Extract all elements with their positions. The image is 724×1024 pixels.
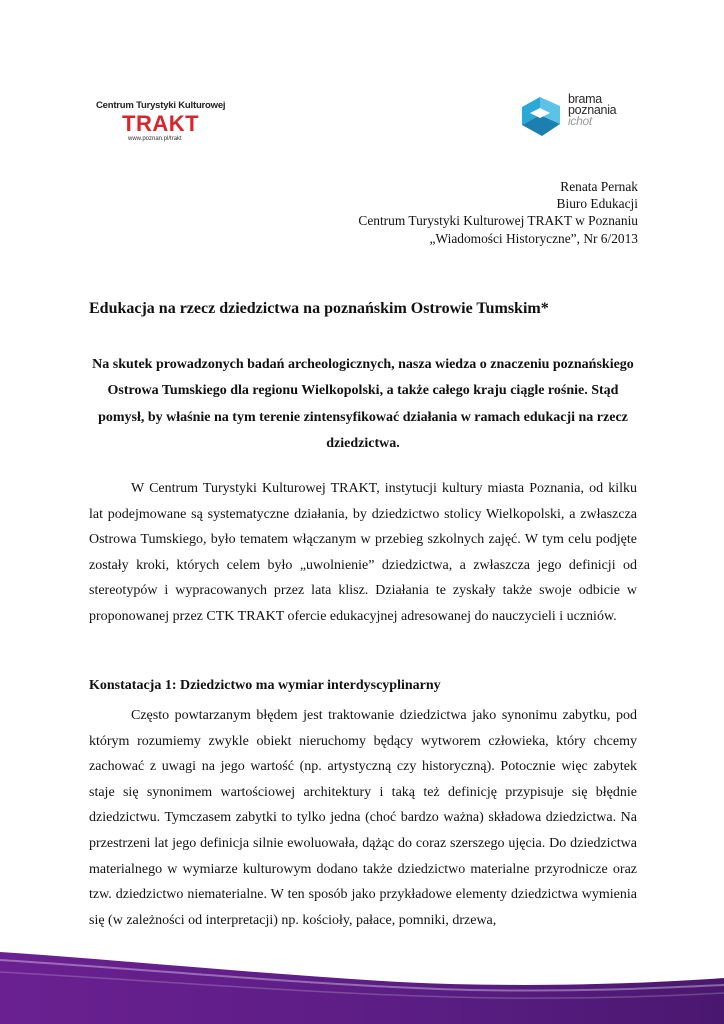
author-block xyxy=(358,178,638,247)
author-institution: Centrum Turystyki Kulturowej TRAKT w Poznaniu xyxy=(358,213,638,229)
brama-text-line2: poznania xyxy=(568,103,617,117)
brama-cube-icon xyxy=(520,93,566,139)
article-title: Edukacja na rzecz dziedzictwa na poznańskim Ostrowie Tumskim* xyxy=(89,300,549,317)
logo-trakt-name: TRAKT xyxy=(122,111,200,136)
author-name: Renata Pernak xyxy=(560,179,638,194)
footer-purple-wave xyxy=(0,930,724,1024)
author-department: Biuro Edukacji xyxy=(556,196,638,212)
brama-text-line3: ichot xyxy=(568,114,592,128)
article-lead: Na skutek prowadzonych badań archeologicznych, nasza wiedza o znaczeniu poznańskiego Ostrowa Tumskiego dla regionu Wielkopolski, a także całego kraju ciągle rośnie. Stąd pomysł, by właśnie na tym terenie zintensyfikować działania w ramach edukacji na rzecz dziedzictwa. xyxy=(92,357,634,451)
brama-poznania-logo xyxy=(520,93,650,143)
brama-text-line1: brama xyxy=(568,92,602,106)
section-heading: Konstatacja 1: Dziedzictwo ma wymiar interdyscyplinarny xyxy=(89,678,441,693)
logo-url: www.poznan.pl/trakt xyxy=(128,136,182,142)
logo-subtitle: Centrum Turystyki Kulturowej xyxy=(96,100,226,111)
ctk-trakt-logo xyxy=(96,100,236,142)
publication-info: „Wiadomości Historyczne”, Nr 6/2013 xyxy=(429,230,638,246)
paragraph-2: Często powtarzanym błędem jest traktowanie dziedzictwa jako synonimu zabytku, pod którym rozumiemy zwykle obiekt nieruchomy będący wytworem człowieka, który chcemy zachować z uwagi na jego wartość (np. artystyczną czy historyczną). Potocznie więc zabytek staje się synonimem wartościowej architektury i taką też definicję przypisuje się błędnie dziedzictwu. Tymczasem zabytki to tylko jedna (choć bardzo ważna) składowa dziedzictwa. Na przestrzeni lat jego definicja silnie ewoluowała, dążąc do coraz szerszego ujęcia. Do dziedzictwa materialnego w wymiarze kulturowym dodano także dziedzictwo materialne przyrodnicze oraz tzw. dziedzictwo niematerialne. W ten sposób jako przykładowe elementy dziedzictwa wymienia się (w zależności od interpretacji) np. kościoły, pałace, pomniki, drzewa, xyxy=(89,708,637,928)
paragraph-1: W Centrum Turystyki Kulturowej TRAKT, instytucji kultury miasta Poznania, od kilku lat podejmowane są systematyczne działania, by dziedzictwo stolicy Wielkopolski, a zwłaszcza Ostrowa Tumskiego, było tematem włączanym w przebieg szkolnych zajęć. W tym celu podjęte zostały kroki, których celem było „uwolnienie” dziedzictwa, a zwłaszcza jego definicji od stereotypów i wypracowanych przez lata klisz. Działania te zyskały także swoje odbicie w proponowanej przez CTK TRAKT ofercie edukacyjnej adresowanej do nauczycieli i uczniów. xyxy=(89,481,637,624)
